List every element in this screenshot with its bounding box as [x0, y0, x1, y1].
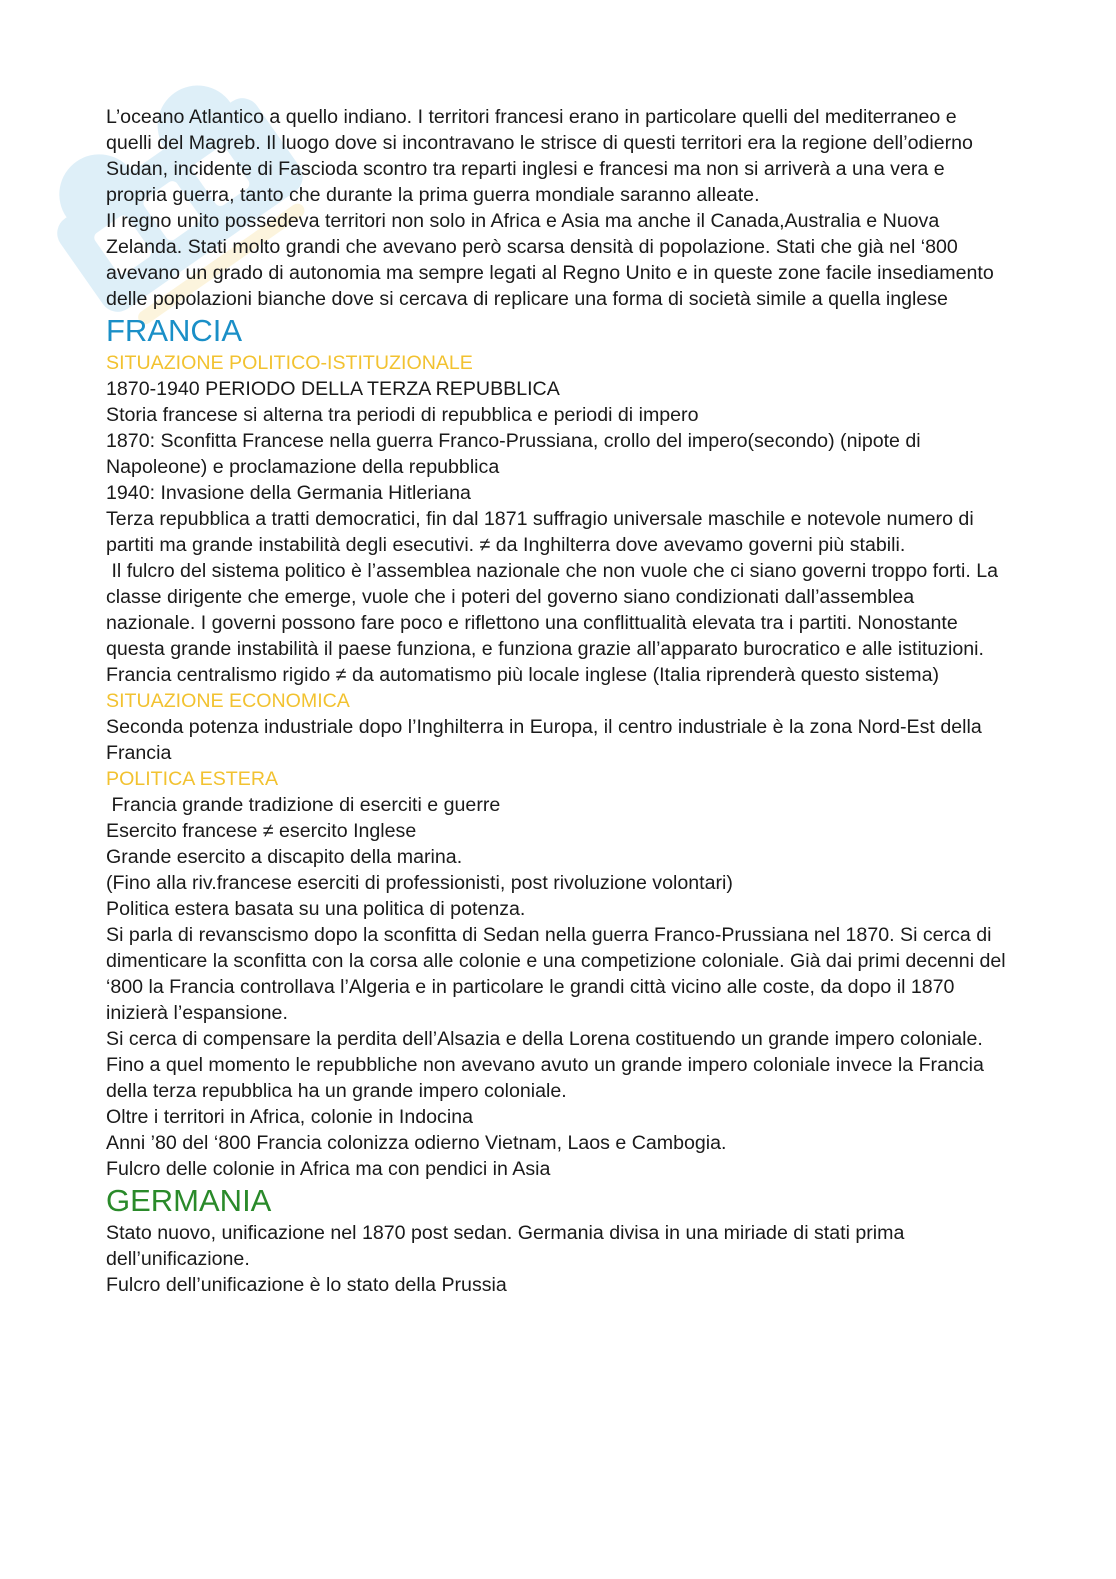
francia-economica-p1: Seconda potenza industriale dopo l’Inghilterra in Europa, il centro industriale è la zona Nord-Est della Francia	[106, 716, 982, 764]
francia-estera-p3: Grande esercito a discapito della marina.	[106, 846, 463, 868]
francia-estera-p7: Si cerca di compensare la perdita dell’Alsazia e della Lorena costituendo un grande impero coloniale. Fino a quel momento le repubbliche non avevano avuto un grande impero coloniale invece la Francia della terza repubblica ha un grande impero coloniale.	[106, 1028, 984, 1102]
francia-estera-p5: Politica estera basata su una politica di potenza.	[106, 898, 526, 920]
francia-estera-p1: Francia grande tradizione di eserciti e guerre	[106, 794, 501, 816]
francia-politica-p4: 1940: Invasione della Germania Hitleriana	[106, 482, 471, 504]
document-page	[106, 104, 1006, 1298]
francia-politica-p6: Il fulcro del sistema politico è l’assemblea nazionale che non vuole che ci siano governi troppo forti. La classe dirigente che emerge, vuole che i poteri del governo siano condizionati dall’assemblea nazionale. I governi possono fare poco e riflettono una conflittualità elevata tra i partiti. Nonostante questa grande instabilità il paese funziona, e funziona grazie all’apparato burocratico e alle istituzioni.	[106, 560, 1004, 660]
francia-estera-p4: (Fino alla riv.francese eserciti di professionisti, post rivoluzione volontari)	[106, 872, 733, 894]
francia-estera-heading: POLITICA ESTERA	[106, 768, 279, 790]
francia-estera-p2: Esercito francese ≠ esercito Inglese	[106, 820, 417, 842]
germania-heading: GERMANIA	[106, 1183, 272, 1218]
francia-economica-heading: SITUAZIONE ECONOMICA	[106, 690, 350, 712]
francia-estera-p6: Si parla di revanscismo dopo la sconfitta di Sedan nella guerra Franco-Prussiana nel 1870. Si cerca di dimenticare la sconfitta con la corsa alle colonie e una competizione coloniale. Già dai primi decenni del ‘800 la Francia controllava l’Algeria e in particolare le grandi città vicino alle coste, da dopo il 1870 inizierà l’espansione.	[106, 924, 1006, 1024]
francia-politica-p2: Storia francese si alterna tra periodi di repubblica e periodi di impero	[106, 404, 699, 426]
francia-estera-p8: Oltre i territori in Africa, colonie in Indocina	[106, 1106, 473, 1128]
francia-politica-p7: Francia centralismo rigido ≠ da automatismo più locale inglese (Italia riprenderà questo sistema)	[106, 664, 939, 686]
germania-p2: Fulcro dell’unificazione è lo stato della Prussia	[106, 1274, 507, 1296]
intro-paragraph-2: Il regno unito possedeva territori non solo in Africa e Asia ma anche il Canada,Australia e Nuova Zelanda. Stati molto grandi che avevano però scarsa densità di popolazione. Stati che già nel ‘800 avevano un grado di autonomia ma sempre legati al Regno Unito e in queste zone facile insediamento delle popolazioni bianche dove si cercava di replicare una forma di società simile a quella inglese	[106, 210, 994, 310]
francia-politica-p5: Terza repubblica a tratti democratici, fin dal 1871 suffragio universale maschile e notevole numero di partiti ma grande instabilità degli esecutivi. ≠ da Inghilterra dove avevamo governi più stabili.	[106, 508, 974, 556]
francia-estera-p9: Anni ’80 del ‘800 Francia colonizza odierno Vietnam, Laos e Cambogia.	[106, 1132, 727, 1154]
francia-estera-p10: Fulcro delle colonie in Africa ma con pendici in Asia	[106, 1158, 551, 1180]
francia-politica-p3: 1870: Sconfitta Francese nella guerra Franco-Prussiana, crollo del impero(secondo) (nipote di Napoleone) e proclamazione della repubblica	[106, 430, 921, 478]
germania-p1: Stato nuovo, unificazione nel 1870 post sedan. Germania divisa in una miriade di stati prima dell’unificazione.	[106, 1222, 905, 1270]
francia-politica-p1: 1870-1940 PERIODO DELLA TERZA REPUBBLICA	[106, 378, 560, 400]
francia-heading: FRANCIA	[106, 313, 243, 348]
francia-politica-heading: SITUAZIONE POLITICO-ISTITUZIONALE	[106, 352, 473, 374]
intro-paragraph-1: L’oceano Atlantico a quello indiano. I territori francesi erano in particolare quelli del mediterraneo e quelli del Magreb. Il luogo dove si incontravano le strisce di questi territori era la regione dell’odierno Sudan, incidente di Fascioda scontro tra reparti inglesi e francesi ma non si arriverà a una vera e propria guerra, tanto che durante la prima guerra mondiale saranno alleate.	[106, 106, 973, 206]
